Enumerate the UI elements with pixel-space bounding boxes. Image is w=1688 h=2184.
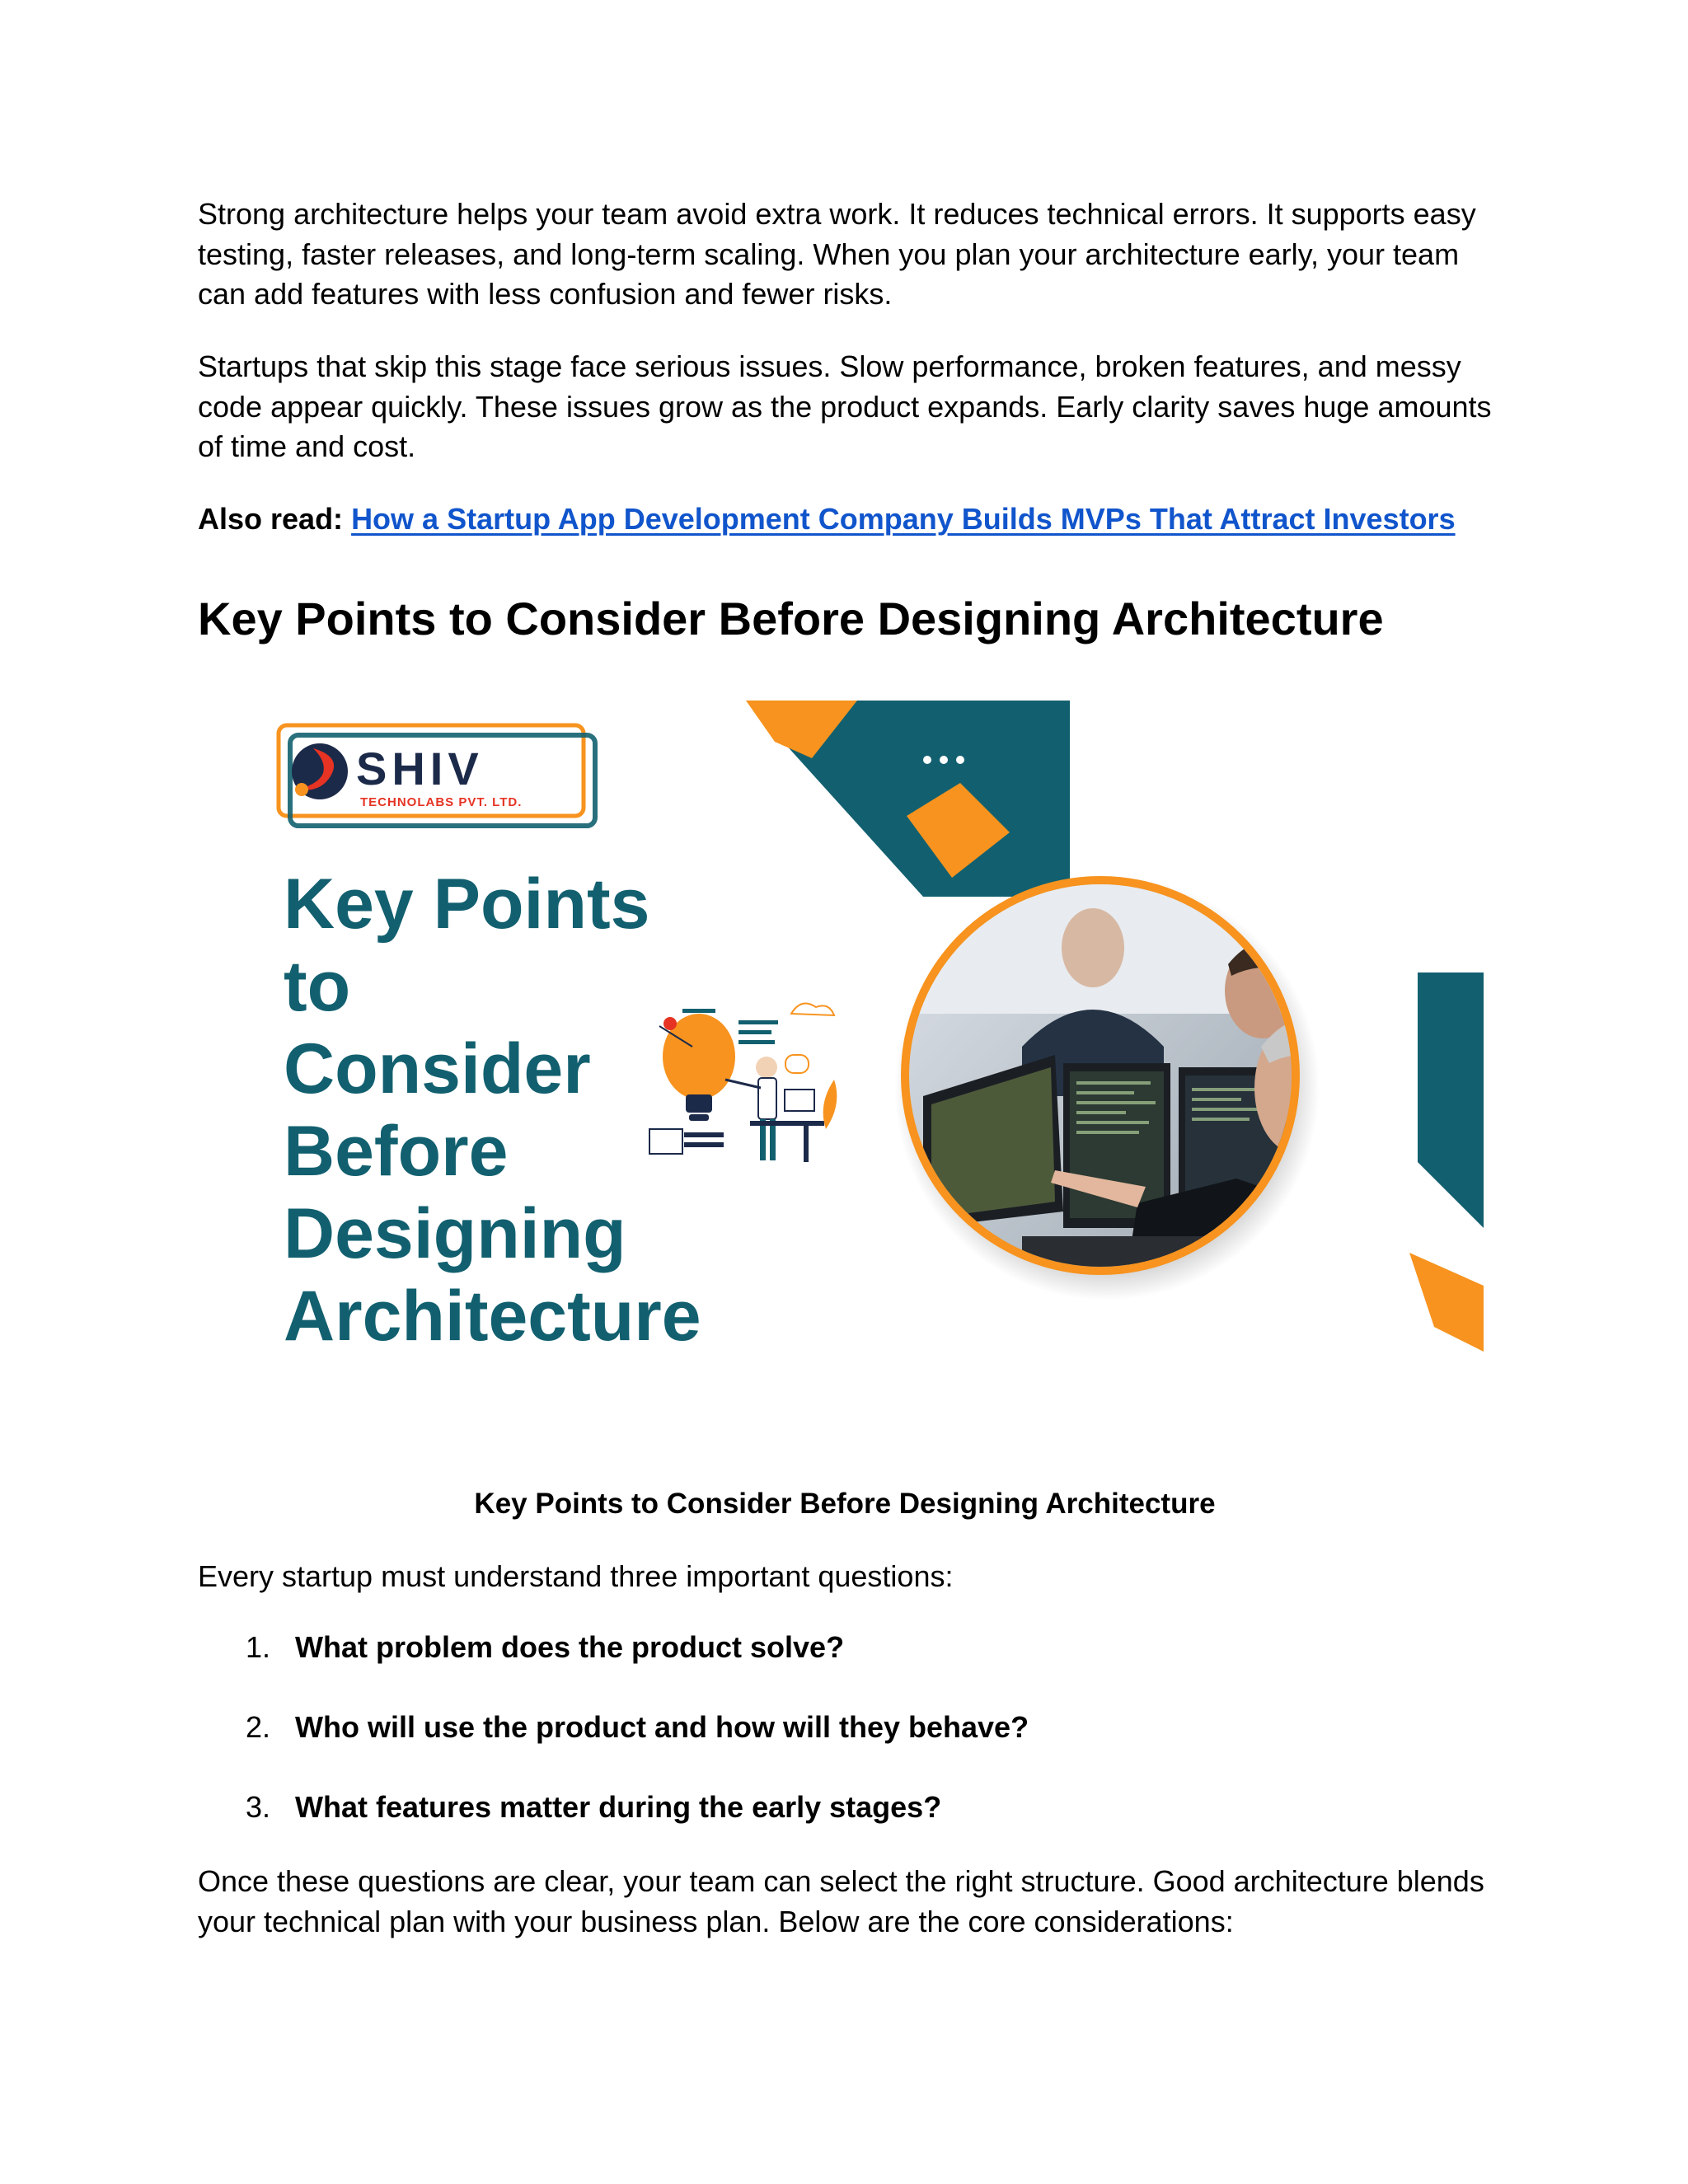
svg-text:TECHNOLABS PVT. LTD.: TECHNOLABS PVT. LTD. [360, 795, 523, 809]
list-number: 3. [246, 1790, 271, 1824]
closing-paragraph: Once these questions are clear, your team can select the right structure. Good architecture blends your technical plan with your business plan. Below are the core considerations: [198, 1864, 1484, 1938]
list-item [198, 1708, 1492, 1788]
figure-caption: Key Points to Consider Before Designing Architecture [474, 1488, 1216, 1520]
list-text: Who will use the product and how will they behave? [295, 1710, 1029, 1744]
svg-text:Before: Before [284, 1112, 509, 1191]
questions-list [198, 1628, 1492, 1868]
also-read-link[interactable]: How a Startup App Development Company Builds MVPs That Attract Investors [351, 502, 1456, 536]
list-text: What features matter during the early stages? [295, 1790, 942, 1824]
list-text: What problem does the product solve? [295, 1630, 845, 1664]
svg-text:SHIV: SHIV [356, 743, 484, 794]
intro-paragraph: Strong architecture helps your team avoid extra work. It reduces technical errors. It supports easy testing, faster releases, and long-term scaling. When you plan your architecture early, your team can add features with less confusion and fewer risks. [198, 197, 1476, 311]
company-logo [279, 725, 595, 826]
svg-text:Consider: Consider [284, 1029, 591, 1108]
list-number: 2. [246, 1710, 271, 1744]
also-read-line [198, 499, 1492, 540]
svg-text:Key Points: Key Points [284, 865, 650, 944]
dots-icon [923, 756, 931, 764]
svg-text:to: to [284, 947, 351, 1026]
list-item [198, 1628, 1492, 1708]
list-item [198, 1788, 1492, 1868]
skip-stage-paragraph: Startups that skip this stage face serious issues. Slow performance, broken features, and messy code appear quickly. These issues grow as the product expands. Early clarity saves huge amounts of time and cost. [198, 349, 1492, 463]
list-number: 1. [246, 1630, 271, 1664]
banner-image [198, 701, 1484, 1426]
also-read-label: Also read: [198, 502, 344, 536]
section-heading: Key Points to Consider Before Designing Architecture [198, 593, 1384, 644]
questions-intro-paragraph: Every startup must understand three important questions: [198, 1559, 954, 1593]
svg-text:Designing: Designing [284, 1194, 626, 1273]
svg-text:Architecture: Architecture [284, 1277, 701, 1356]
